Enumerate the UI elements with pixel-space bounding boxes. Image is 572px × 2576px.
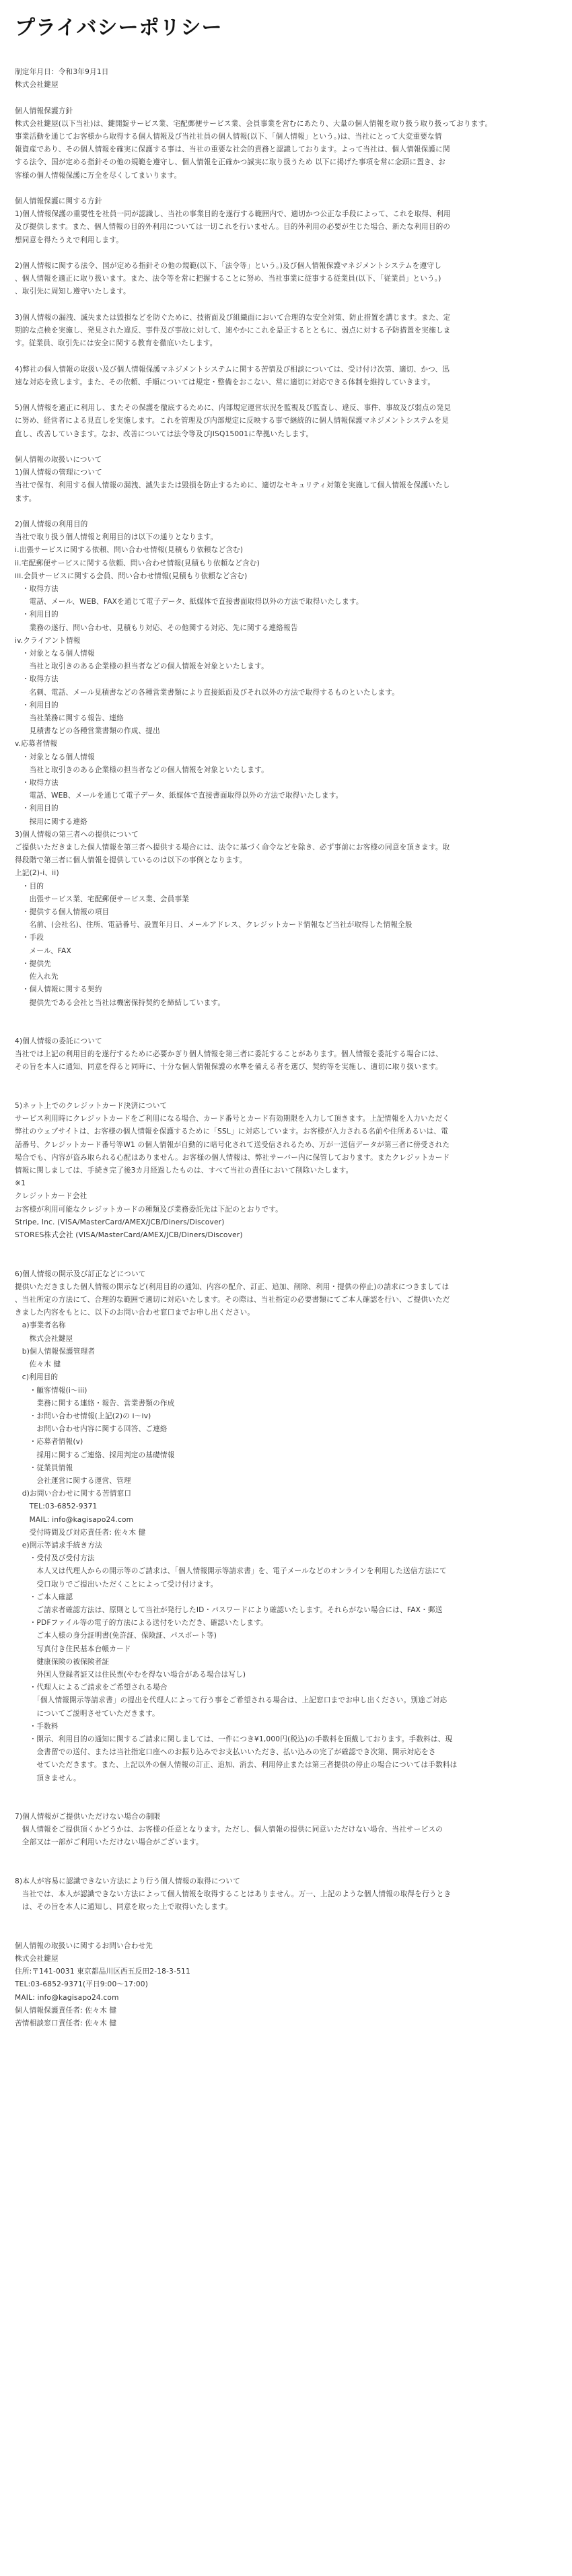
blank-line: [15, 1255, 557, 1267]
text-line: 個人情報の取扱いについて: [15, 455, 102, 464]
text-line: STORES株式会社 (VISA/MasterCard/AMEX/JCB/Diners/Discover): [15, 1231, 243, 1240]
text-line: 写真付き住民基本台帳カード: [15, 1644, 131, 1653]
text-line: 佐入れ先: [15, 973, 59, 981]
blank-line: [15, 389, 557, 402]
blank-line: [15, 506, 557, 518]
text-line: v.応募者情報: [15, 740, 58, 749]
text-line: 得段階で第三者に個人情報を提供しているのは以下の事例となります。: [15, 856, 247, 865]
text-line: 4)弊社の個人情報の取扱い及び個人情報保護マネジメントシステムに関する苦情及び相談については、受け付け次第、適切、かつ、迅: [15, 365, 450, 374]
text-line: i.出張サービスに関する依頼、問い合わせ情報(見積もり依頼など含む): [15, 546, 244, 555]
text-line: 3)個人情報の漏洩、滅失または毀損などを防ぐために、技術面及び組織面において合理的な安全対策、防止措置を講じます。また、定: [15, 313, 451, 322]
text-line: 個人情報をご提供頂くかどうかは、お客様の任意となります。ただし、個人情報の提供に同意いただけない場合、当社サービスの: [15, 1825, 443, 1834]
text-line: 7)個人情報がご提供いただけない場合の制限: [15, 1812, 161, 1821]
text-line: 直し、改善していきます。なお、改善については法令等及びJISQ15001に準拠いたします。: [15, 429, 314, 438]
text-line: ・利用目的: [15, 804, 59, 813]
text-line: ご提供いただきました個人情報を第三者へ提供する場合には、法令に基づく命令などを除き、必ず事前にお客様の同意を頂きます。取: [15, 843, 450, 852]
text-line: 出張サービス業、宅配郵便サービス業、会員事業: [15, 895, 190, 903]
text-line: 外国人登録者証又は住民票(やむを得ない場合がある場合は写し): [15, 1670, 246, 1679]
text-line: b)個人情報保護管理者: [15, 1347, 96, 1356]
blank-line: [15, 441, 557, 454]
text-line: ・お問い合わせ情報(上記(2)の i～iv): [15, 1412, 151, 1420]
text-line: きました内容をもとに、以下のお問い合わせ窓口までお申し出ください。: [15, 1309, 255, 1317]
text-line: d)お問い合わせに関する苦情窓口: [15, 1490, 132, 1498]
blank-line: [15, 1087, 557, 1100]
blank-line: [15, 92, 557, 104]
text-line: 個人情報の取扱いに関するお問い合わせ先: [15, 1941, 153, 1950]
text-line: ・取得方法: [15, 585, 59, 593]
text-line: 3)個人情報の第三者への提供について: [15, 830, 139, 839]
text-line: ・応募者情報(v): [15, 1438, 83, 1447]
text-line: す。従業員、取引先には安全に関する教育を徹底いたします。: [15, 339, 217, 348]
text-line: 採用に関するご連絡、採用判定の基礎情報: [15, 1451, 175, 1459]
company-name: 株式会社鍵屋: [15, 81, 59, 90]
text-line: 個人情報保護責任者: 佐々木 健: [15, 2006, 117, 2015]
text-line: ・顧客情報(i～iii): [15, 1386, 87, 1395]
text-line: 5)ネット上でのクレジットカード決済について: [15, 1102, 168, 1111]
text-line: ます。: [15, 494, 36, 503]
text-line: 業務の遂行、問い合わせ、見積もり対応、その他関する対応、先に関する連絡報告: [15, 623, 298, 632]
text-line: 想同意を得たうえで利用します。: [15, 236, 124, 244]
text-line: 客様の個人情報保護に万全を尽くしてまいります。: [15, 171, 182, 180]
text-line: 全部又は一部がご利用いただけない場合がございます。: [15, 1838, 203, 1847]
text-line: ・対象となる個人情報: [15, 753, 95, 761]
blank-line: [15, 1863, 557, 1875]
text-line: 、当社所定の方法にて、合理的な範囲で適切に対応いたします。その際は、当社指定の必要書類にてご本人確認を行い、ご提供いただ: [15, 1296, 450, 1304]
text-line: 速な対応を致します。また、その依頼、手順については規定・整備をおこない、常に適切に対応できる体制を維持していきます。: [15, 378, 435, 386]
text-line: iii.会員サービスに関する会員、問い合わせ情報(見積もり依頼など含む): [15, 571, 248, 580]
text-line: は、その旨を本人に通知し、同意を取った上で取得いたします。: [15, 1903, 232, 1912]
text-line: ・提供する個人情報の項目: [15, 908, 110, 917]
text-line: 佐々木 健: [15, 1360, 61, 1369]
text-line: ・取得方法: [15, 675, 59, 684]
enactment-date: 制定年月日：令和3年9月1日: [15, 68, 109, 76]
text-line: 苦情相談窓口責任者: 佐々木 健: [15, 2019, 117, 2027]
text-line: 会社運営に関する運営、管理: [15, 1476, 131, 1485]
text-line: 当社では、本人が認識できない方法によって個人情報を取得することはありません。万一、上記のような個人情報の取得を行うとき: [15, 1889, 452, 1898]
text-line: ・提供先: [15, 959, 51, 968]
text-line: 1)個人情報の管理について: [15, 468, 102, 477]
text-line: 場合でも、内容が盗み取られる心配はありません。お客様の個人情報は、弊社サーバー内に保管しております。またクレジットカード: [15, 1153, 450, 1162]
text-line: 当社では上記の利用目的を遂行するために必要かぎり個人情報を第三者に委託することがあります。個人情報を委託する場合には、: [15, 1050, 443, 1059]
section-spacer: [15, 1785, 557, 1811]
text-line: 「個人情報開示等請求書」の提出を代理人によって行う事をご希望される場合は、上記窓口までお申し出ください。別途ご対応: [15, 1696, 448, 1705]
text-line: e)開示等請求手続き方法: [15, 1541, 102, 1550]
text-line: 採用に関する連絡: [15, 817, 87, 826]
text-line: 株式会社鍵屋: [15, 1334, 73, 1343]
text-line: ・手数料: [15, 1722, 59, 1731]
text-line: 受口取りでご提出いただくことによって受け付けます。: [15, 1580, 218, 1589]
blank-line: [15, 1914, 557, 1926]
text-line: c)利用目的: [15, 1373, 59, 1382]
text-line: お問い合わせ内容に関する回答、ご連絡: [15, 1425, 168, 1434]
blank-line: [15, 1010, 557, 1022]
text-line: ・取得方法: [15, 779, 59, 788]
blank-line: [15, 182, 557, 195]
text-line: 当社と取引きのある企業様の担当者などの個人情報を対象といたします。: [15, 765, 269, 774]
text-line: 本人又は代理人からの開示等のご請求は、「個人情報開示等請求書」を、電子メールなどのオンラインを利用した送信方法にて: [15, 1567, 447, 1576]
text-line: 6)個人情報の開示及び訂正などについて: [15, 1269, 146, 1278]
text-line: 8)本人が容易に認識できない方法により行う個人情報の取得について: [15, 1877, 240, 1885]
text-line: ・対象となる個人情報: [15, 650, 95, 658]
text-line: せていただきます。また、上記以外の個人情報の訂正、追加、消去、利用停止または第三者提供の停止の場合については手数料は: [15, 1761, 458, 1770]
text-line: ・ご本人確認: [15, 1593, 73, 1601]
text-line: iv.クライアント情報: [15, 636, 81, 645]
text-line: 2)個人情報に関する法令、国が定める指針その他の規範(以下、「法令等」という。)及び個人情報保護マネジメントシステムを遵守し: [15, 262, 441, 270]
text-line: ご請求者確認方法は、原則として当社が発行したID・パスワードにより確認いたします。それらがない場合には、FAX・郵送: [15, 1605, 443, 1614]
text-line: ・利用目的: [15, 701, 59, 709]
text-line: 株式会社鍵屋: [15, 1954, 59, 1963]
text-line: する法令、国が定める指針その他の規範を遵守し、個人情報を正確かつ誠実に取り扱うため 以下に掲げた事項を常に念頭に置き、お: [15, 158, 445, 167]
policy-tail: [15, 1811, 557, 2030]
text-line: 受付時間及び対応責任者: 佐々木 健: [15, 1528, 146, 1537]
text-line: 上記(2)-i、ii): [15, 869, 59, 878]
text-line: 頂きません。: [15, 1774, 81, 1782]
blank-line: [15, 1927, 557, 1940]
text-line: MAIL: info@kagisapo24.com: [15, 1993, 119, 2002]
text-line: 1)個人情報保護の重要性を社員一同が認識し、当社の事業目的を遂行する範囲内で、適切かつ公正な手段によって、これを取得、利用: [15, 210, 451, 219]
text-line: 当社で取り扱う個人情報と利用目的は以下の通りとなります。: [15, 533, 218, 542]
blank-line: [15, 1022, 557, 1035]
text-line: メール、FAX: [15, 946, 71, 955]
text-line: ・受付及び受付方法: [15, 1554, 95, 1563]
text-line: ・目的: [15, 882, 44, 891]
text-line: 提供いただきました個人情報の開示など(利用目的の通知、内容の配介、訂正、追加、削除、利用・提供の停止)の請求につきましては: [15, 1282, 450, 1291]
text-line: 個人情報保護方針: [15, 106, 73, 115]
text-line: についてご説明させていただきます。: [15, 1709, 159, 1718]
text-line: お客様が利用可能なクレジットカードの種類及び業務委託先は下記のとおりです。: [15, 1205, 283, 1214]
text-line: 当社で保有、利用する個人情報の漏洩、滅失または毀損を防止するために、適切なセキュリティ対策を実施して個人情報を保護いたし: [15, 481, 450, 490]
text-line: 電話、WEB、メールを通じて電子データ、紙媒体で直接書面取得以外の方法で取得いたします。: [15, 792, 343, 800]
text-line: ※1: [15, 1179, 26, 1188]
policy-body: [15, 92, 557, 1784]
text-line: 業務に関する連絡・報告、営業書類の作成: [15, 1399, 175, 1407]
text-line: ・従業員情報: [15, 1463, 73, 1472]
blank-line: [15, 1074, 557, 1087]
blank-line: [15, 350, 557, 363]
text-line: 見積書などの各種営業書類の作成、提出: [15, 727, 160, 736]
text-line: 報資産であり、その個人情報を確実に保護する事は、当社の重要な社会的責務と認識しております。よって当社は、個人情報保護に関: [15, 145, 450, 154]
text-line: 期的な点検を実施し、発見された違反、事件及び事故に対して、速やかにこれを是正するとともに、弱点に対する予防措置を実施しま: [15, 326, 451, 335]
text-line: サービス利用時にクレジットカードをご利用になる場合、カード番号とカード有効期限を入力して頂きます。上記情報を入力いただく: [15, 1115, 450, 1123]
text-line: 弊社のウェブサイトは、お客様の個人情報を保護するために「SSL」に対応しています。お客様が入力される名前や住所あるいは、電: [15, 1127, 448, 1136]
text-line: 話番号、クレジットカード番号等W1 の個人情報が自動的に暗号化されて送受信されるため、万が一送信データが第三者に傍受された: [15, 1140, 450, 1149]
text-line: クレジットカード会社: [15, 1192, 87, 1201]
text-line: ii.宅配郵便サービスに関する依頼、問い合わせ情報(見積もり依頼など含む): [15, 559, 260, 567]
text-line: ・開示、利用目的の通知に関するご請求に関しましては、一件につき¥1,000円(税込)の手数料を頂戴しております。手数料は、現: [15, 1735, 453, 1743]
text-line: ・利用目的: [15, 611, 59, 619]
text-line: ・手段: [15, 934, 44, 942]
text-line: その旨を本人に通知、同意を得ると同時に、十分な個人情報保護の水準を備える者を選び、契約等を実施し、適切に取り扱います。: [15, 1063, 443, 1072]
text-line: ・PDFファイル等の電子的方法による送付をいただき、確認いたします。: [15, 1619, 268, 1628]
page-title: プライバシーポリシー: [15, 16, 223, 40]
text-line: 2)個人情報の利用目的: [15, 520, 88, 528]
text-line: に努め、経営者による見直しを実施します。これを管理及び内部規定に反映する事で継続的に個人情報保護マネジメントシステムを見: [15, 417, 449, 425]
text-line: 健康保険の被保険者証: [15, 1657, 110, 1666]
text-line: 当社と取引きのある企業様の担当者などの個人情報を対象といたします。: [15, 662, 269, 671]
text-line: 電話、メール、WEB、FAXを通じて電子データ、紙媒体で直接書面取得以外の方法で取得いたします。: [15, 598, 363, 606]
text-line: ・代理人によるご請求をご希望される場合: [15, 1683, 168, 1692]
text-line: 名前、(会社名)、住所、電話番号、設置年月日、メールアドレス、クレジットカード情報など当社が取得した情報全般: [15, 921, 413, 930]
blank-line: [15, 1242, 557, 1255]
text-line: Stripe, Inc. (VISA/MasterCard/AMEX/JCB/Diners/Discover): [15, 1218, 225, 1226]
blank-line: [15, 1849, 557, 1862]
text-line: 4)個人情報の委託について: [15, 1037, 102, 1046]
blank-line: [15, 247, 557, 260]
text-line: 株式会社鍵屋(以下当社)は、鍵開錠サービス業、宅配郵便サービス業、会員事業を営むにあたり、大量の個人情報を取り扱う取り扱っております。: [15, 119, 493, 128]
blank-line: [15, 299, 557, 312]
text-line: 情報に関しましては、手続き完了後3カ月経過したものは、すべて当社の責任において削除いたします。: [15, 1167, 353, 1175]
text-line: TEL:03-6852-9371(平日9:00～17:00): [15, 1980, 149, 1989]
text-line: 名刺、電話、メール見積書などの各種営業書類により直接紙面及びそれ以外の方法で取得するものといたします。: [15, 688, 400, 697]
text-line: 及び提供します。また、個人情報の目的外利用については一切これを行いません。目的外利用の必要が生じた場合、新たな利用目的の: [15, 223, 451, 232]
text-line: 、個人情報を適正に取り扱います。また、法令等を常に把握することに努め、当社事業に従事する従業員(以下、「従業員」という。): [15, 275, 441, 283]
text-line: 当社業務に関する報告、連絡: [15, 714, 124, 723]
text-line: ご本人様の身分証明書(免許証、保険証、パスポート等): [15, 1632, 217, 1640]
text-line: 事業活動を通じてお客様から取得する個人情報及び当社社員の個人情報(以下、「個人情報」という。)は、当社にとって大変重要な情: [15, 133, 442, 141]
text-line: TEL:03-6852-9371: [15, 1502, 98, 1511]
text-line: 5)個人情報を適正に利用し、またその保護を徹底するために、内部規定運営状況を監視及び監査し、違反、事件、事故及び弱点の発見: [15, 404, 452, 413]
text-line: 個人情報保護に関する方針: [15, 197, 102, 205]
text-line: a)事業者名称: [15, 1321, 66, 1330]
text-line: ・個人情報に関する契約: [15, 985, 102, 994]
text-line: MAIL: info@kagisapo24.com: [15, 1515, 134, 1524]
text-line: 提供先である会社と当社は機密保持契約を締結しています。: [15, 998, 225, 1007]
text-line: 金書留での送付、または当社指定口座へのお振り込みでお支払いいただき、払い込みの完了が確認でき次第、開示対応をさ: [15, 1748, 436, 1757]
text-line: 、取引先に周知し遵守いたします。: [15, 287, 131, 296]
text-line: 住所:〒141-0031 東京都品川区西五反田2-18-3-511: [15, 1968, 190, 1976]
